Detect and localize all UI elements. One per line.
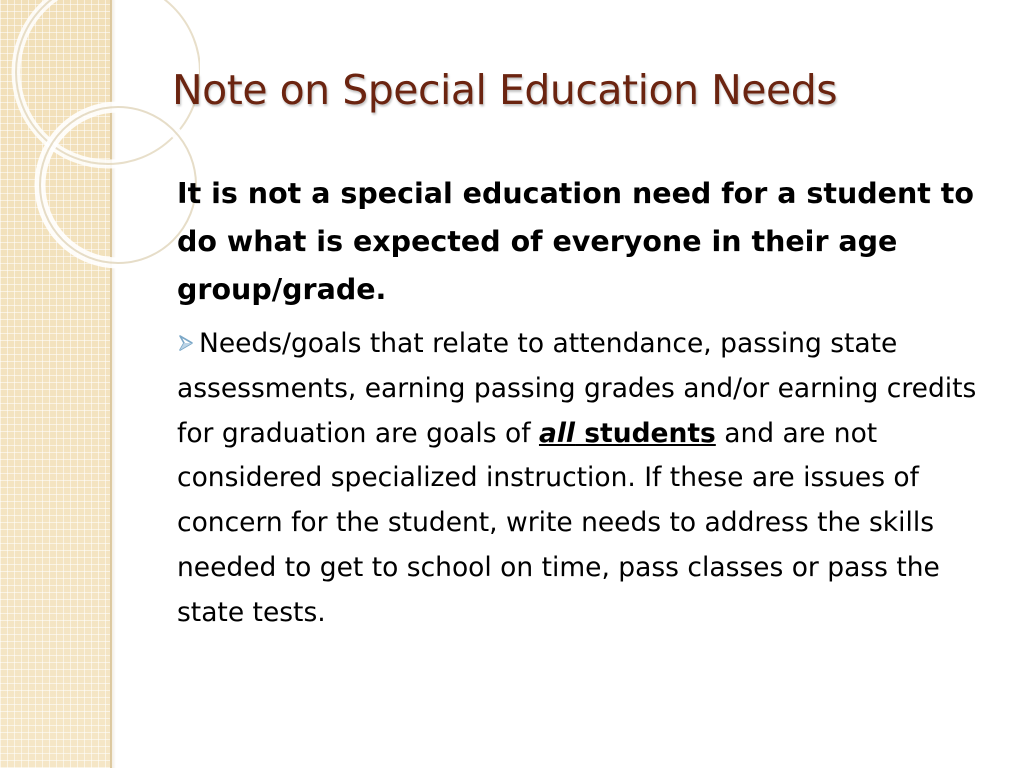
emphasis-all: all [538, 417, 576, 449]
emphasis-all-students [539, 418, 716, 449]
lead-statement: It is not a special education need for a student to do what is expected of everyone in their age group/grade. [177, 177, 975, 306]
emphasis-students: students [575, 417, 716, 449]
slide-title: Note on Special Education Needs [172, 66, 838, 114]
bullet-item [177, 322, 982, 636]
bullet-text-end: and are not considered specialized instruction. If these are issues of concern for the student, write needs to address the skills needed to get to school on time, pass classes or pass the state tests. [177, 417, 940, 628]
bullet-text-start: Needs/goals that relate to attendance, passing state assessments, earning passing grades and/or earning credits for graduation are goals of [177, 328, 977, 449]
decorative-rings-icon [0, 0, 200, 280]
arrow-bullet-icon [177, 322, 199, 367]
